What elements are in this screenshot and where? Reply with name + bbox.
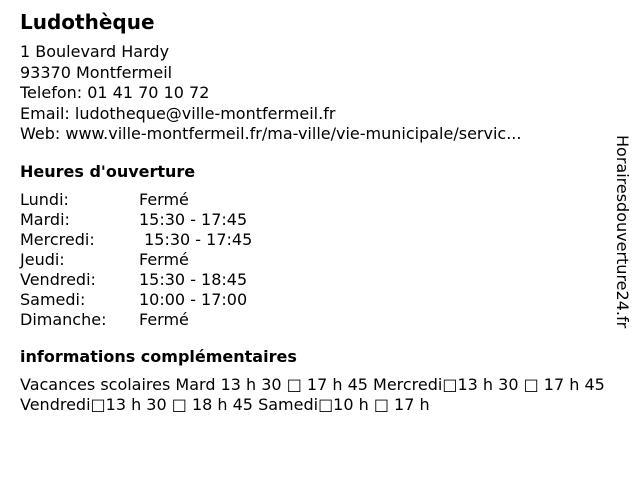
hours-heading: Heures d'ouverture [20, 161, 196, 181]
phone-line: Telefon: 01 41 70 10 72 [20, 83, 210, 102]
hours-day: Dimanche: [20, 309, 107, 329]
info-heading: informations complémentaires [20, 346, 297, 366]
hours-row [20, 310, 615, 330]
contact-block [20, 42, 615, 145]
hours-row [20, 190, 615, 210]
hours-row [20, 210, 615, 230]
hours-row [20, 250, 615, 270]
hours-time: 15:30 - 17:45 [139, 229, 253, 249]
hours-day: Mercredi: [20, 229, 95, 249]
hours-day: Jeudi: [20, 249, 65, 269]
hours-time: 15:30 - 17:45 [139, 209, 248, 229]
brand-watermark [612, 135, 632, 375]
hours-day: Vendredi: [20, 269, 96, 289]
listing-card [20, 10, 615, 416]
brand-text: Horairesdouverture24.fr [613, 135, 632, 329]
hours-table [20, 190, 615, 330]
hours-time: Fermé [139, 309, 189, 329]
hours-day: Samedi: [20, 289, 86, 309]
hours-time: 15:30 - 18:45 [139, 269, 248, 289]
hours-time: Fermé [139, 189, 189, 209]
hours-day: Lundi: [20, 189, 69, 209]
hours-row [20, 270, 615, 290]
email-line: Email: ludotheque@ville-montfermeil.fr [20, 103, 336, 123]
hours-time: 10:00 - 17:00 [139, 289, 248, 309]
hours-day: Mardi: [20, 209, 70, 229]
hours-row [20, 290, 615, 310]
page-title: Ludothèque [20, 10, 155, 34]
address-street: 1 Boulevard Hardy [20, 42, 170, 61]
hours-row [20, 230, 615, 250]
web-line: Web: www.ville-montfermeil.fr/ma-ville/vie-municipale/servic... [20, 124, 522, 143]
hours-time: Fermé [139, 249, 189, 269]
address-city: 93370 Montfermeil [20, 62, 173, 82]
info-text: Vacances scolaires Mard 13 h 30 □ 17 h 45 Mercredi□13 h 30 □ 17 h 45 Vendredi□13 h 30 □ 18 h 45 Samedi□10 h □ 17 h [20, 374, 605, 414]
